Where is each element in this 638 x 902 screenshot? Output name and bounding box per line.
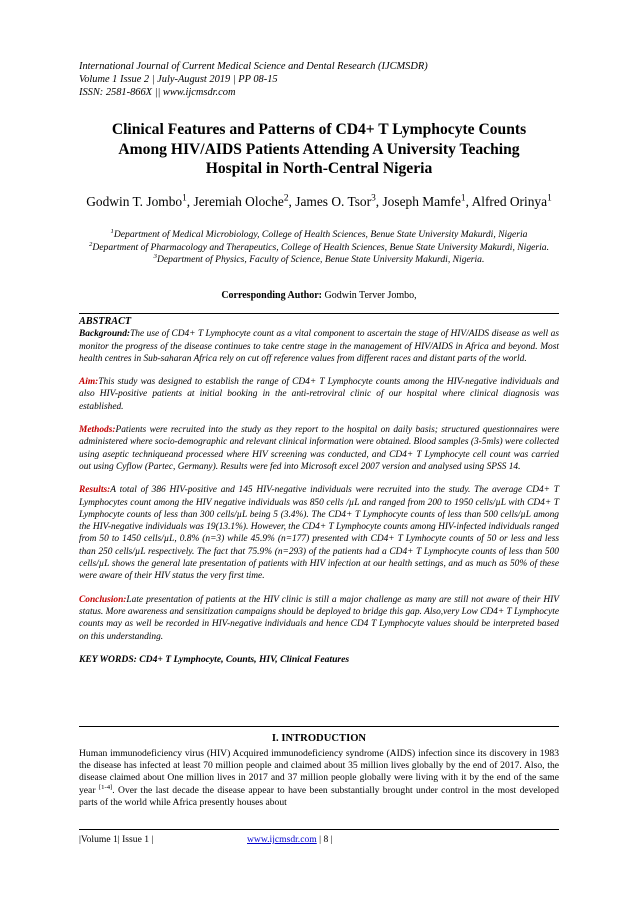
aim-label: Aim: <box>79 377 99 388</box>
introduction-text <box>79 748 559 809</box>
title-line: Among HIV/AIDS Patients Attending A University Teaching <box>118 140 520 158</box>
journal-header <box>79 60 559 100</box>
keywords-label: KEY WORDS: <box>79 653 137 665</box>
footer-right-group <box>247 834 333 845</box>
aim-text: This study was designed to establish the range of CD4+ T Lymphocyte counts among the HIV-negative individuals and also HIV-positive patients at initial booking in the anti-retroviral clinic of our hospital where clinical diagnosis was established. <box>79 377 559 412</box>
footer-link[interactable]: www.ijcmsdr.com <box>247 834 317 845</box>
citation: [1-4] <box>98 783 113 791</box>
affiliation-mark: 1 <box>110 227 114 235</box>
rule-top <box>79 313 559 314</box>
affiliation-mark: 2 <box>89 240 93 248</box>
results-text: A total of 386 HIV-positive and 145 HIV-negative individuals were recruited into the study. The average CD4+ T Lymphocytes count among the HIV negative individuals was 850 cells /µL and ranged from 200 to 1950 cells/µL with CD4+ T Lymphocyte counts of less than 300 cells/µL being 5 (3.4%). The CD4+ T Lymphocyte counts of less than 500 cells/µL among the HIV-negative individuals was 19(13.1%). However, the CD4+ T Lymphocyte counts among HIV-infected individuals ranged from 50 to 1450 cells/µL, 0.8% (n=3) while 45.9% (n=177) presented with CD4+ T Lymhocyte counts of 50 or less and less than 250 cells/µL respectively. The fact that 75.9% (n=293) of the patients had a CD4+ T Lymphocyte counts of less than 500 cells/µL shows the general late presentation of patients with HIV infection at our health settings, and as much as 50% of these were aware of their HIV status the very first time. <box>79 485 559 582</box>
affiliation-text: Department of Medical Microbiology, College of Health Sciences, Benue State University Makurdi, Nigeria <box>113 229 528 240</box>
keywords <box>79 654 559 666</box>
intro-text-start: Human immunodeficiency virus (HIV) Acquired immunodeficiency syndrome (AIDS) infection since its discovery in 1983 the disease has infected at least 70 million people and claimed about 35 million lives globally by the end of 2017. Also, the disease claimed about One million lives in 2017 and 37 million people globally were living with it by the end of the same year <box>79 748 559 796</box>
section-heading: I. INTRODUCTION <box>271 733 367 744</box>
title-line: Hospital in North-Central Nigeria <box>205 160 433 177</box>
author-affil-mark: 1 <box>460 193 466 204</box>
author-name: Godwin T. Jombo <box>86 194 183 209</box>
keywords-text: CD4+ T Lymphocyte, Counts, HIV, Clinical Features <box>139 653 350 665</box>
corresponding-label: Corresponding Author: <box>221 290 322 301</box>
author-name: Alfred Orinya <box>471 194 548 209</box>
abstract-aim <box>79 376 559 413</box>
footer-volume: |Volume 1| Issue 1 | <box>79 834 154 845</box>
background-text: The use of CD4+ T Lymphocyte count as a vital component to ascertain the stage of HIV/AIDS disease as well as monitor the progress of the disease continues to take centre stage in the management of HIV/AIDS in Africa and beyond. Most health centres in Sub-saharan Africa rely on cut off reference values from different races and distant parts of the world. <box>79 329 559 364</box>
abstract-heading: ABSTRACT <box>79 316 132 327</box>
author-affil-mark: 1 <box>547 193 552 204</box>
title-line: Clinical Features and Patterns of CD4+ T Lymphocyte Counts <box>111 121 527 138</box>
corresponding-name: Godwin Terver Jombo, <box>324 290 417 301</box>
affiliation-mark: 3 <box>153 252 157 260</box>
affiliation <box>76 254 562 267</box>
rule-bottom <box>79 726 559 727</box>
paper-title <box>70 120 568 179</box>
author-affil-mark: 1 <box>182 193 187 204</box>
abstract-conclusion <box>79 594 559 643</box>
abstract-methods <box>79 424 559 473</box>
author-name: Jeremiah Oloche <box>193 194 284 209</box>
affiliation <box>76 242 562 255</box>
author-affil-mark: 2 <box>283 193 289 204</box>
abstract-background <box>79 328 559 365</box>
affiliation-text: Department of Physics, Faculty of Science, Benue State University Makurdi, Nigeria. <box>157 254 485 265</box>
author-name: Joseph Mamfe <box>382 194 461 209</box>
affiliation <box>76 229 562 242</box>
footer-page-number: | 8 | <box>316 834 333 845</box>
page-footer <box>79 829 559 845</box>
author-affil-mark: 3 <box>371 193 376 204</box>
conclusion-text: Late presentation of patients at the HIV clinic is still a major challenge as many are still not aware of their HIV status. More awareness and sensitization campaigns should be deployed to bridge this gap. Also,very Low CD4+ T Lymphocyte counts may as well be recorded in HIV-negative individuals and hence CD4 T Lymphocyte values should be interpreted based on this understanding. <box>79 594 559 642</box>
affiliations <box>76 229 562 267</box>
affiliation-text: Department of Pharmacology and Therapeutics, College of Health Sciences, Benue State University Makurdi, Nigeria. <box>92 241 549 253</box>
author-name: James O. Tsor <box>295 194 372 209</box>
abstract-results <box>79 484 559 582</box>
journal-volume: Volume 1 Issue 2 | July-August 2019 | PP 08-15 <box>79 74 278 86</box>
methods-text: Patients were recruited into the study as they report to the hospital on daily basis; structured questionnaires were administered where socio-demographic and relevant clinical information were obtained. Blood samples (3-5mls) were collected using aseptic techniqueand processed where HIV screening was conducted, and CD4+ T Lymphocyte cell count was carried out using Cyflow (Partec, Germany). Results were fed into Microsoft excel 2007 version and analysed using SPSS 14. <box>79 425 559 472</box>
intro-text-end: . Over the last decade the disease appear to have been substantially brought under control in the most developed parts of the world while Africa presently houses about <box>79 784 559 808</box>
conclusion-label: Conclusion: <box>79 594 127 605</box>
background-label: Background: <box>79 329 131 340</box>
author-list: Godwin T. Jombo$^1$, Jeremiah Oloche$^2$, James O. Tsor$^3$, Joseph Mamfe$^1$, Alfred Orinya$^1$ <box>86 193 552 209</box>
corresponding-author <box>76 290 562 301</box>
methods-label: Methods: <box>79 425 116 436</box>
journal-issn: ISSN: 2581-866X || www.ijcmsdr.com <box>79 87 236 99</box>
journal-name: International Journal of Current Medical Science and Dental Research (IJCMSDR) <box>79 61 428 72</box>
abstract <box>79 316 559 666</box>
results-label: Results: <box>79 485 111 496</box>
